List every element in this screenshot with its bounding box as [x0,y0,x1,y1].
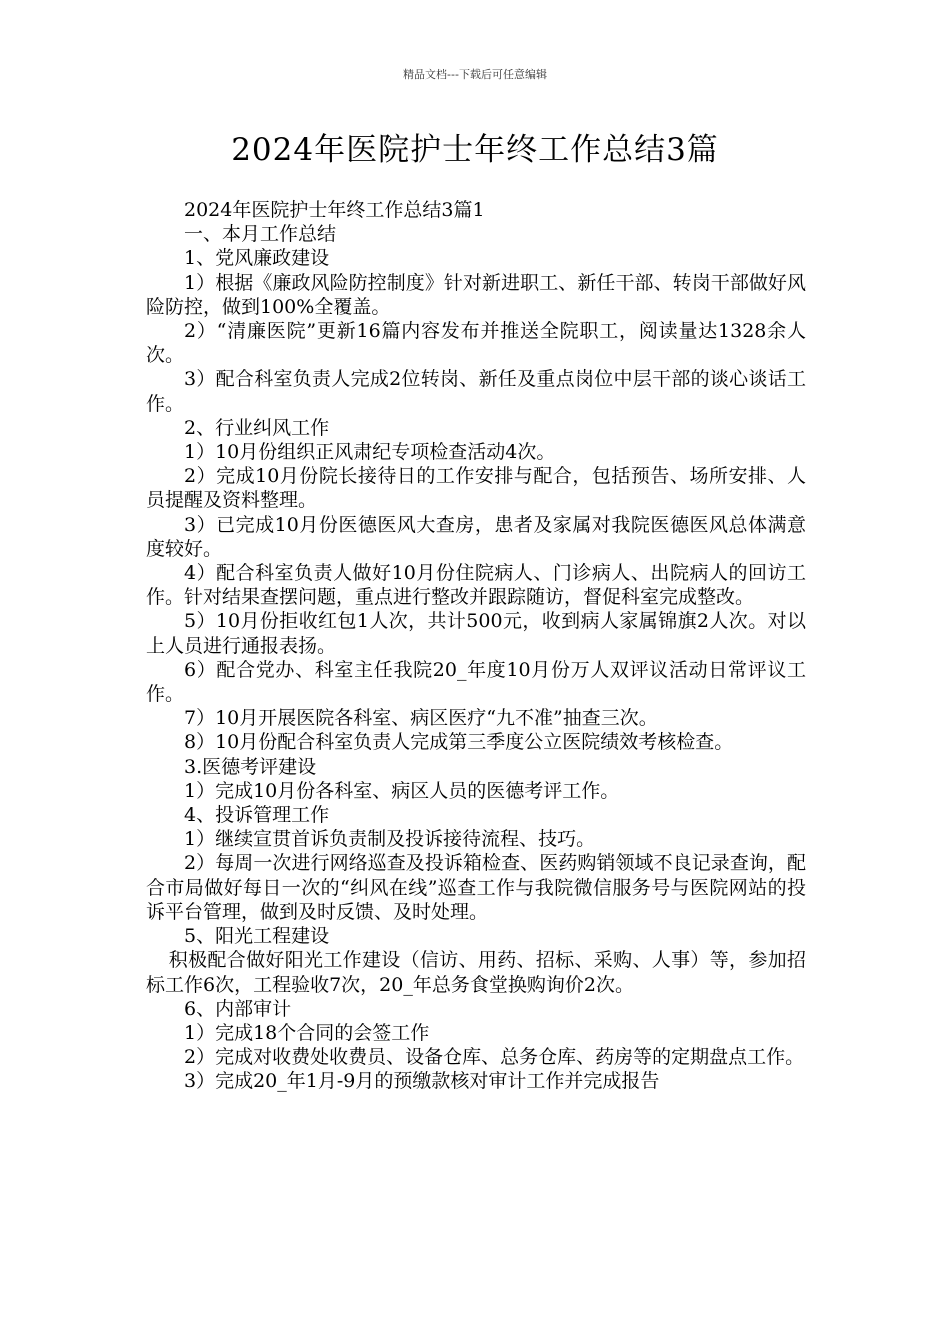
paragraph: 4）配合科室负责人做好10月份住院病人、门诊病人、出院病人的回访工作。针对结果查摆问题，重点进行整改并跟踪随访，督促科室完成整改。 [146,562,806,609]
paragraph: 2、行业纠风工作 [184,416,330,439]
document-title: 2024年医院护士年终工作总结3篇 [231,132,719,168]
paragraph: 2）每周一次进行网络巡查及投诉箱检查、医药购销领域不良记录查询，配合市局做好每日一次的“纠风在线”巡查工作与我院微信服务号与医院网站的投诉平台管理，做到及时反馈、及时处理。 [146,852,806,923]
paragraph: 1）完成10月份各科室、病区人员的医德考评工作。 [184,779,620,802]
paragraph: 5、阳光工程建设 [184,925,330,948]
document-body [146,198,806,1094]
paragraph: 一、本月工作总结 [184,223,337,246]
paragraph: 1、党风廉政建设 [184,247,330,270]
paragraph: 3.医德考评建设 [184,755,317,778]
paragraph: 1）10月份组织正风肃纪专项检查活动4次。 [184,441,556,464]
paragraph: 8）10月份配合科室负责人完成第三季度公立医院绩效考核检查。 [184,731,734,754]
paragraph: 7）10月开展医院各科室、病区医疗“九不准”抽查三次。 [184,707,658,730]
paragraph: 1）继续宣贯首诉负责制及投诉接待流程、技巧。 [184,828,596,851]
paragraph: 6）配合党办、科室主任我院20_年度10月份万人双评议活动日常评议工作。 [146,658,806,706]
paragraph: 1）完成18个合同的会签工作 [184,1021,430,1044]
header-note: 精品文档---下载后可任意编辑 [403,68,547,81]
paragraph: 2）完成对收费处收费员、设备仓库、总务仓库、药房等的定期盘点工作。 [184,1046,805,1069]
paragraph: 积极配合做好阳光工作建设（信访、用药、招标、采购、人事）等，参加招标工作6次，工程验收7次，20_年总务食堂换购询价2次。 [146,949,806,996]
paragraph: 1）根据《廉政风险防控制度》针对新进职工、新任干部、转岗干部做好风险防控，做到100%全覆盖。 [146,271,806,318]
paragraph: 5）10月份拒收红包1人次，共计500元，收到病人家属锦旗2人次。对以上人员进行通报表扬。 [146,610,806,657]
paragraph: 3）完成20_年1月-9月的预缴款核对审计工作并完成报告 [184,1070,660,1093]
paragraph: 2024年医院护士年终工作总结3篇1 [184,199,485,221]
paragraph: 3）配合科室负责人完成2位转岗、新任及重点岗位中层干部的谈心谈话工作。 [146,368,806,415]
paragraph: 3）已完成10月份医德医风大查房，患者及家属对我院医德医风总体满意度较好。 [146,513,806,560]
paragraph: 2）“清廉医院”更新16篇内容发布并推送全院职工，阅读量达1328余人次。 [146,320,806,367]
paragraph: 2）完成10月份院长接待日的工作安排与配合，包括预告、场所安排、人员提醒及资料整理。 [146,465,806,512]
paragraph: 6、内部审计 [184,997,292,1020]
paragraph: 4、投诉管理工作 [184,804,330,827]
